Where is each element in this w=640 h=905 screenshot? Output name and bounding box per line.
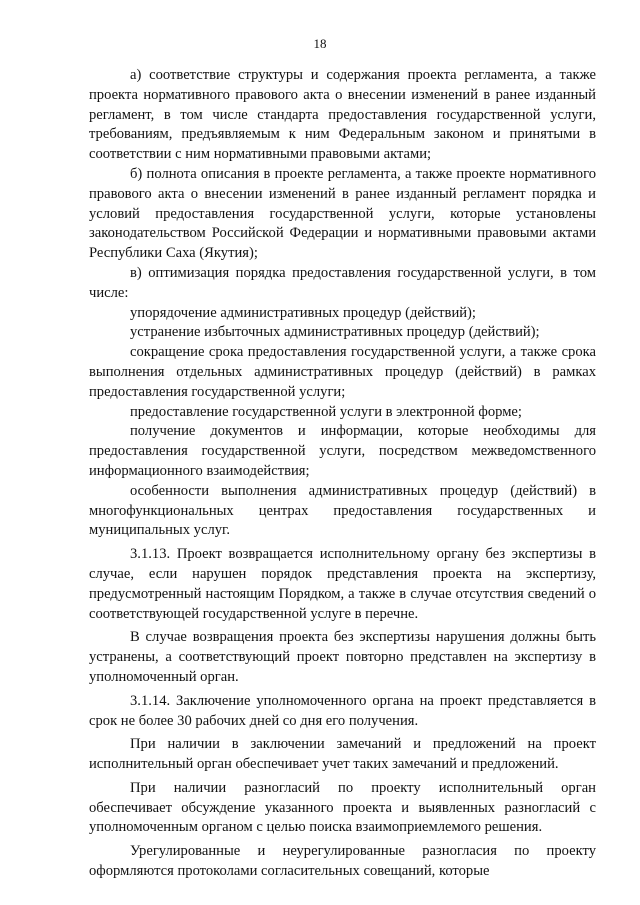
page-number: 18 [313, 36, 327, 51]
document-body [89, 66, 596, 882]
list-item-reducing-terms: сокращение срока предоставления государственной услуги, а также срока выполнения отдельных административных процедур (действий) в рамках предоставления государственной услуги; [89, 344, 596, 400]
list-item-removing-redundant-procedures: устранение избыточных административных процедур (действий); [130, 324, 540, 341]
paragraph-disagreements: При наличии разногласий по проекту исполнительный орган обеспечивает обсуждение указанного проекта и выявленных разногласий с уполномоченным органом с целью поиска взаимоприемлемого решения. [89, 779, 596, 836]
paragraph-returned-project: В случае возвращения проекта без экспертизы нарушения должны быть устранены, а соответствующий проект повторно представлен на экспертизу в уполномоченный орган. [89, 629, 596, 685]
paragraph-resolved-disagreements: Урегулированные и неурегулированные разногласия по проекту оформляются протоколами согласительных совещаний, которые [89, 843, 596, 880]
list-item-interagency-documents: получение документов и информации, которые необходимы для предоставления государственной услуги, посредством межведомственного информационного взаимодействия; [89, 423, 596, 479]
paragraph-3-1-14: 3.1.14. Заключение уполномоченного органа на проект представляется в срок не более 30 рабочих дней со дня его получения. [89, 692, 596, 729]
list-item-electronic-form: предоставление государственной услуги в электронной форме; [130, 403, 522, 420]
paragraph-a-structure-compliance: а) соответствие структуры и содержания проекта регламента, а также проекта нормативного правового акта о внесении изменений в ранее изданный регламент, в том числе стандарта предоставления государственной услуги, требованиям, предъявляемым к ним Федеральным законом и принятыми в соответствии с ним нормативными правовыми актами; [89, 67, 596, 163]
list-item-ordering-procedures: упорядочение административных процедур (действий); [130, 304, 476, 321]
paragraph-c-procedure-optimization: в) оптимизация порядка предоставления государственной услуги, в том числе: [89, 264, 596, 301]
paragraph-remarks-and-proposals: При наличии в заключении замечаний и предложений на проект исполнительный орган обеспечивает учет таких замечаний и предложений. [89, 736, 596, 773]
list-item-multifunctional-centers: особенности выполнения административных процедур (действий) в многофункциональных центрах предоставления государственных и муниципальных услуг. [89, 482, 596, 539]
paragraph-b-description-completeness: б) полнота описания в проекте регламента, а также проекте нормативного правового акта о внесении изменений в ранее изданный регламент порядка и условий предоставления государственной услуги, которые установлены законодательством Российской Федерации и нормативными правовыми актами Республики Саха (Якутия); [89, 165, 596, 262]
paragraph-3-1-13: 3.1.13. Проект возвращается исполнительному органу без экспертизы в случае, если нарушен порядок представления проекта на экспертизу, предусмотренный настоящим Порядком, а также в случае отсутствия сведений о соответствующей государственной услуге в перечне. [89, 546, 596, 622]
